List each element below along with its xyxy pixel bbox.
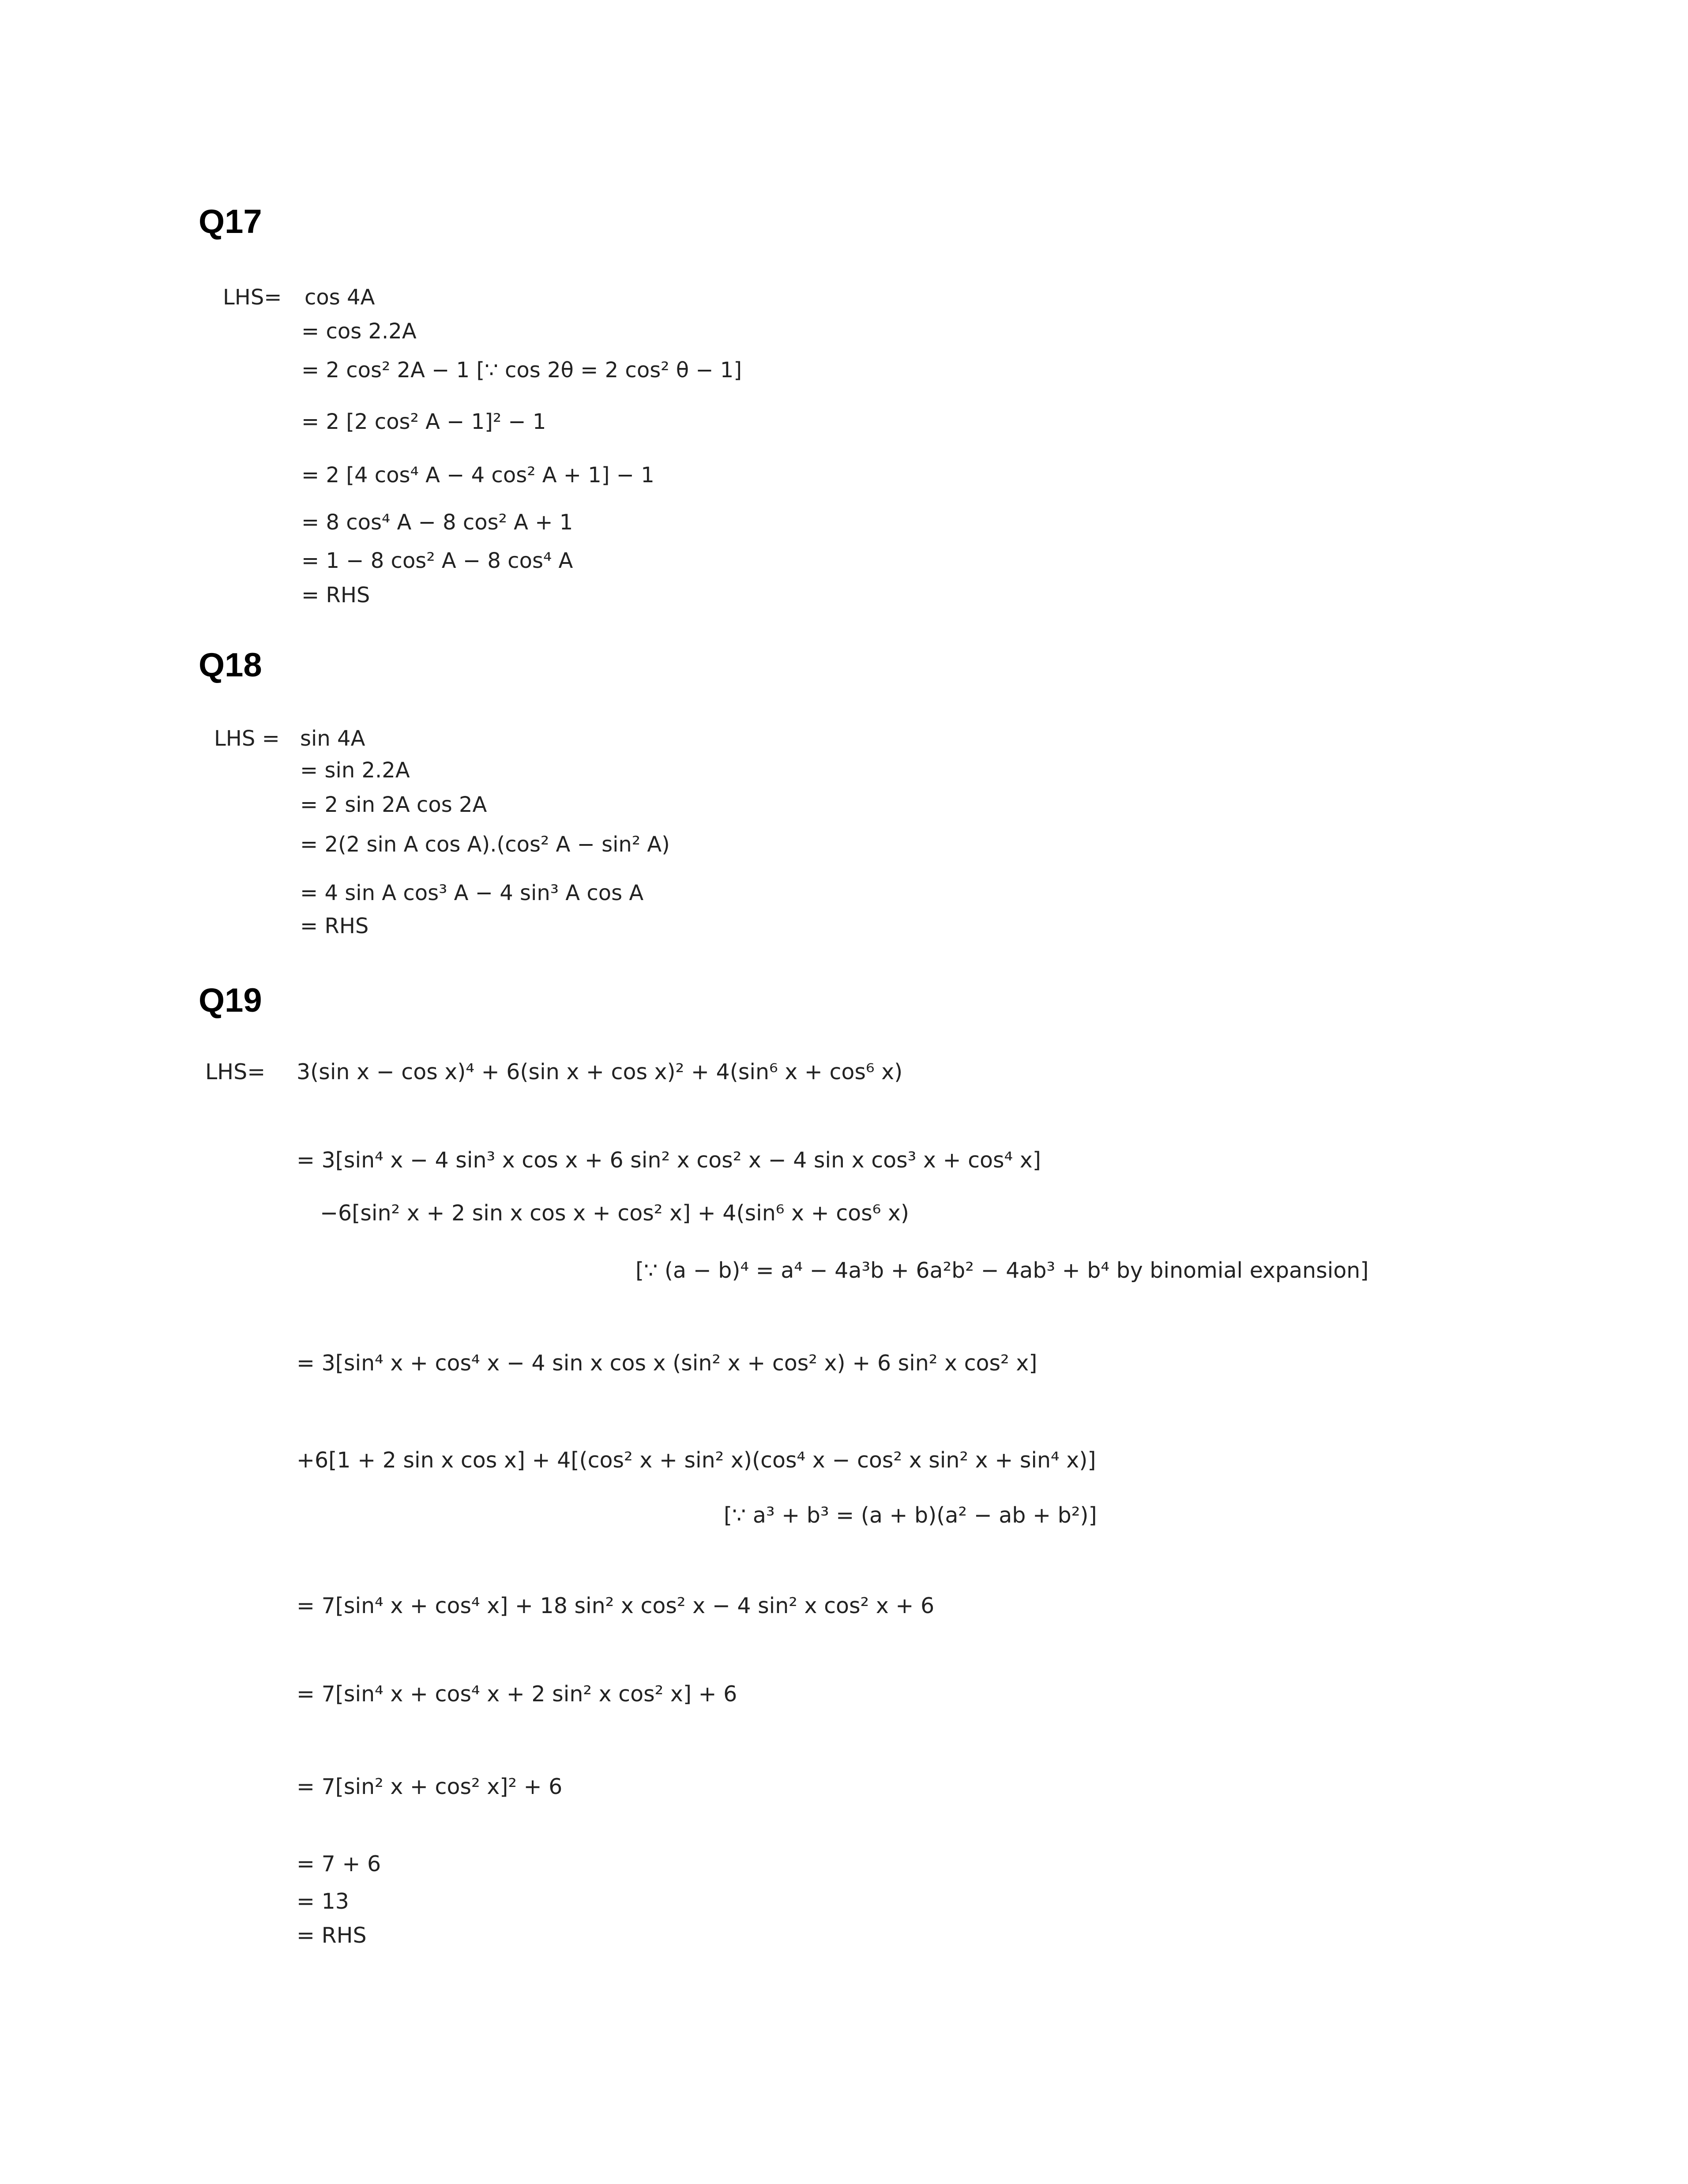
q19-heading: Q19 <box>199 982 262 1019</box>
q17-line-8: = RHS <box>301 583 370 608</box>
q19-line-3: −6[sin² x + 2 sin x cos x + cos² x] + 4(sin⁶ x + cos⁶ x) <box>320 1201 909 1226</box>
q18-line-6: = RHS <box>300 914 369 938</box>
q17-line-7: = 1 − 8 cos² A − 8 cos⁴ A <box>301 548 573 573</box>
q19-line-5: +6[1 + 2 sin x cos x] + 4[(cos² x + sin² x)(cos⁴ x − cos² x sin² x + sin⁴ x)] <box>297 1448 1096 1473</box>
q18-line-5: = 4 sin A cos³ A − 4 sin³ A cos A <box>300 881 644 905</box>
q19-line-9: = 7 + 6 <box>297 1851 381 1876</box>
q19-line-4: = 3[sin⁴ x + cos⁴ x − 4 sin x cos x (sin² x + cos² x) + 6 sin² x cos² x] <box>297 1351 1038 1376</box>
q17-line-2: = cos 2.2A <box>301 319 417 344</box>
q17-line-5: = 2 [4 cos⁴ A − 4 cos² A + 1] − 1 <box>301 463 654 488</box>
q19-line-11: = RHS <box>297 1923 367 1948</box>
q18-lhs-label: LHS = <box>214 726 280 751</box>
q19-lhs-label: LHS= <box>205 1059 266 1084</box>
q19-line-6: = 7[sin⁴ x + cos⁴ x] + 18 sin² x cos² x − 4 sin² x cos² x + 6 <box>297 1593 935 1618</box>
q18-line-1: sin 4A <box>300 726 365 751</box>
q18-line-2: = sin 2.2A <box>300 758 410 783</box>
q17-line-1: cos 4A <box>305 285 375 310</box>
q19-line-7: = 7[sin⁴ x + cos⁴ x + 2 sin² x cos² x] + 6 <box>297 1681 737 1707</box>
q18-heading: Q18 <box>199 646 262 684</box>
q19-binomial-note: [∵ (a − b)⁴ = a⁴ − 4a³b + 6a²b² − 4ab³ + b⁴ by binomial expansion] <box>635 1258 1369 1283</box>
q17-line-3: = 2 cos² 2A − 1 [∵ cos 2θ = 2 cos² θ − 1] <box>301 358 742 383</box>
q17-lhs-label: LHS= <box>223 285 282 310</box>
q19-line-1: 3(sin x − cos x)⁴ + 6(sin x + cos x)² + 4(sin⁶ x + cos⁶ x) <box>297 1059 903 1084</box>
q18-line-3: = 2 sin 2A cos 2A <box>300 792 487 817</box>
q19-line-2: = 3[sin⁴ x − 4 sin³ x cos x + 6 sin² x cos² x − 4 sin x cos³ x + cos⁴ x] <box>297 1148 1041 1173</box>
q18-line-4: = 2(2 sin A cos A).(cos² A − sin² A) <box>300 832 670 857</box>
q19-line-10: = 13 <box>297 1889 349 1914</box>
q17-heading: Q17 <box>199 203 262 240</box>
q19-line-8: = 7[sin² x + cos² x]² + 6 <box>297 1774 563 1799</box>
q17-line-4: = 2 [2 cos² A − 1]² − 1 <box>301 409 546 434</box>
q17-line-6: = 8 cos⁴ A − 8 cos² A + 1 <box>301 510 573 535</box>
q19-sum-of-cubes-note: [∵ a³ + b³ = (a + b)(a² − ab + b²)] <box>724 1503 1097 1528</box>
